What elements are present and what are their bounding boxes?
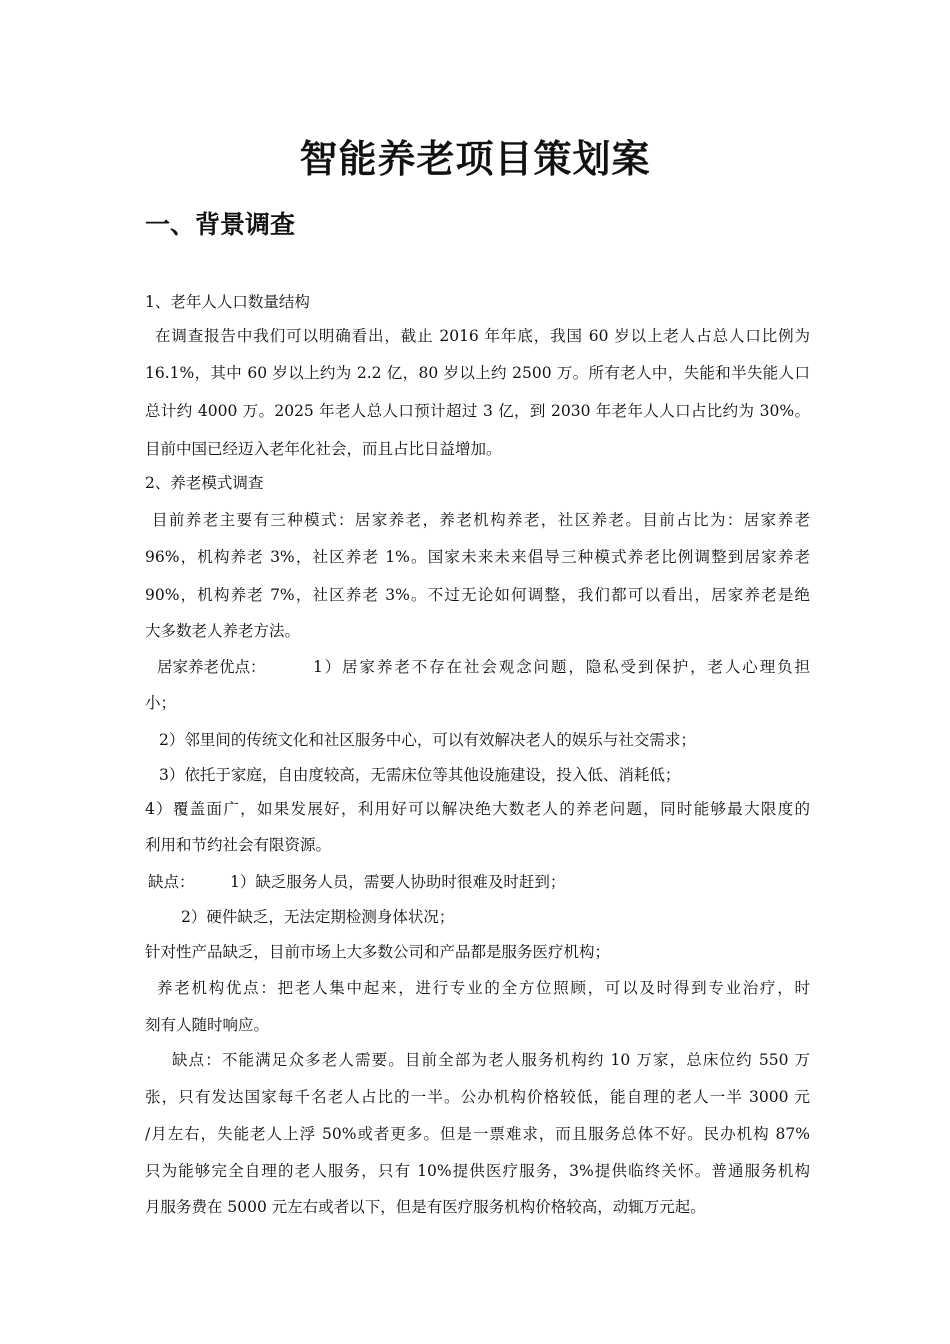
list-item: 1）缺乏服务人员，需要人协助时很难及时赶到；: [230, 873, 566, 891]
subheading-population: 1、老年人人口数量结构: [145, 293, 310, 311]
paragraph-line: 针对性产品缺乏，目前市场上大多数公司和产品都是服务医疗机构；: [145, 943, 611, 961]
paragraph-line: 养老机构优点：把老人集中起来，进行专业的全方位照顾，可以及时得到专业治疗，时: [157, 979, 810, 997]
paragraph-line: 张，只有发达国家每千名老人占比的一半。公办机构价格较低，能自理的老人一半 3000 元: [145, 1088, 810, 1106]
paragraph-line: 大多数老人养老方法。: [145, 622, 301, 640]
paragraph-line: 缺点：不能满足众多老人需要。目前全部为老人服务机构约 10 万家，总床位约 550 万: [172, 1051, 810, 1069]
paragraph-line: 在调查报告中我们可以明确看出，截止 2016 年年底，我国 60 岁以上老人占总人口比例为: [155, 327, 810, 345]
paragraph-line: 16.1%，其中 60 岁以上约为 2.2 亿，80 岁以上约 2500 万。所有老人中，失能和半失能人口: [145, 364, 810, 382]
section-heading: 一、背景调查: [145, 210, 296, 239]
list-item: 4）覆盖面广，如果发展好，利用好可以解决绝大数老人的养老问题，同时能够最大限度的: [145, 800, 810, 818]
label-home-advantages: 居家养老优点：: [157, 658, 266, 676]
paragraph-line: 刻有人随时响应。: [145, 1016, 270, 1034]
subheading-mode: 2、养老模式调查: [145, 474, 264, 492]
label-disadvantages: 缺点：: [148, 873, 195, 891]
list-item: 1）居家养老不存在社会观念问题，隐私受到保护，老人心理负担: [313, 658, 810, 676]
list-item: 3）依托于家庭，自由度较高，无需床位等其他设施建设，投入低、消耗低；: [159, 766, 681, 784]
paragraph-line: 目前养老主要有三种模式：居家养老，养老机构养老，社区养老。目前占比为：居家养老: [152, 511, 810, 529]
list-item: 2）硬件缺乏，无法定期检测身体状况；: [181, 908, 455, 926]
paragraph-line: 96%，机构养老 3%，社区养老 1%。国家未来未来倡导三种模式养老比例调整到居家养老: [145, 548, 810, 566]
document-title: 智能养老项目策划案: [299, 137, 651, 181]
list-item-continued: 利用和节约社会有限资源。: [145, 836, 332, 854]
paragraph-line: 只为能够完全自理的老人服务，只有 10%提供医疗服务，3%提供临终关怀。普通服务机构: [145, 1162, 810, 1180]
paragraph-line: 目前中国已经迈入老年化社会，而且占比日益增加。: [145, 440, 502, 458]
list-item: 2）邻里间的传统文化和社区服务中心，可以有效解决老人的娱乐与社交需求；: [159, 731, 696, 749]
list-item-continued: 小；: [145, 694, 177, 712]
paragraph-line: 总计约 4000 万。2025 年老人总人口预计超过 3 亿，到 2030 年老年人人口占比约为 30%。: [145, 402, 810, 420]
paragraph-line: /月左右，失能老人上浮 50%或者更多。但是一票难求，而且服务总体不好。民办机构 87%: [145, 1125, 810, 1143]
paragraph-line: 月服务费在 5000 元左右或者以下，但是有医疗服务机构价格较高，动辄万元起。: [145, 1198, 706, 1216]
paragraph-line: 90%，机构养老 7%，社区养老 3%。不过无论如何调整，我们都可以看出，居家养老是绝: [145, 586, 810, 604]
